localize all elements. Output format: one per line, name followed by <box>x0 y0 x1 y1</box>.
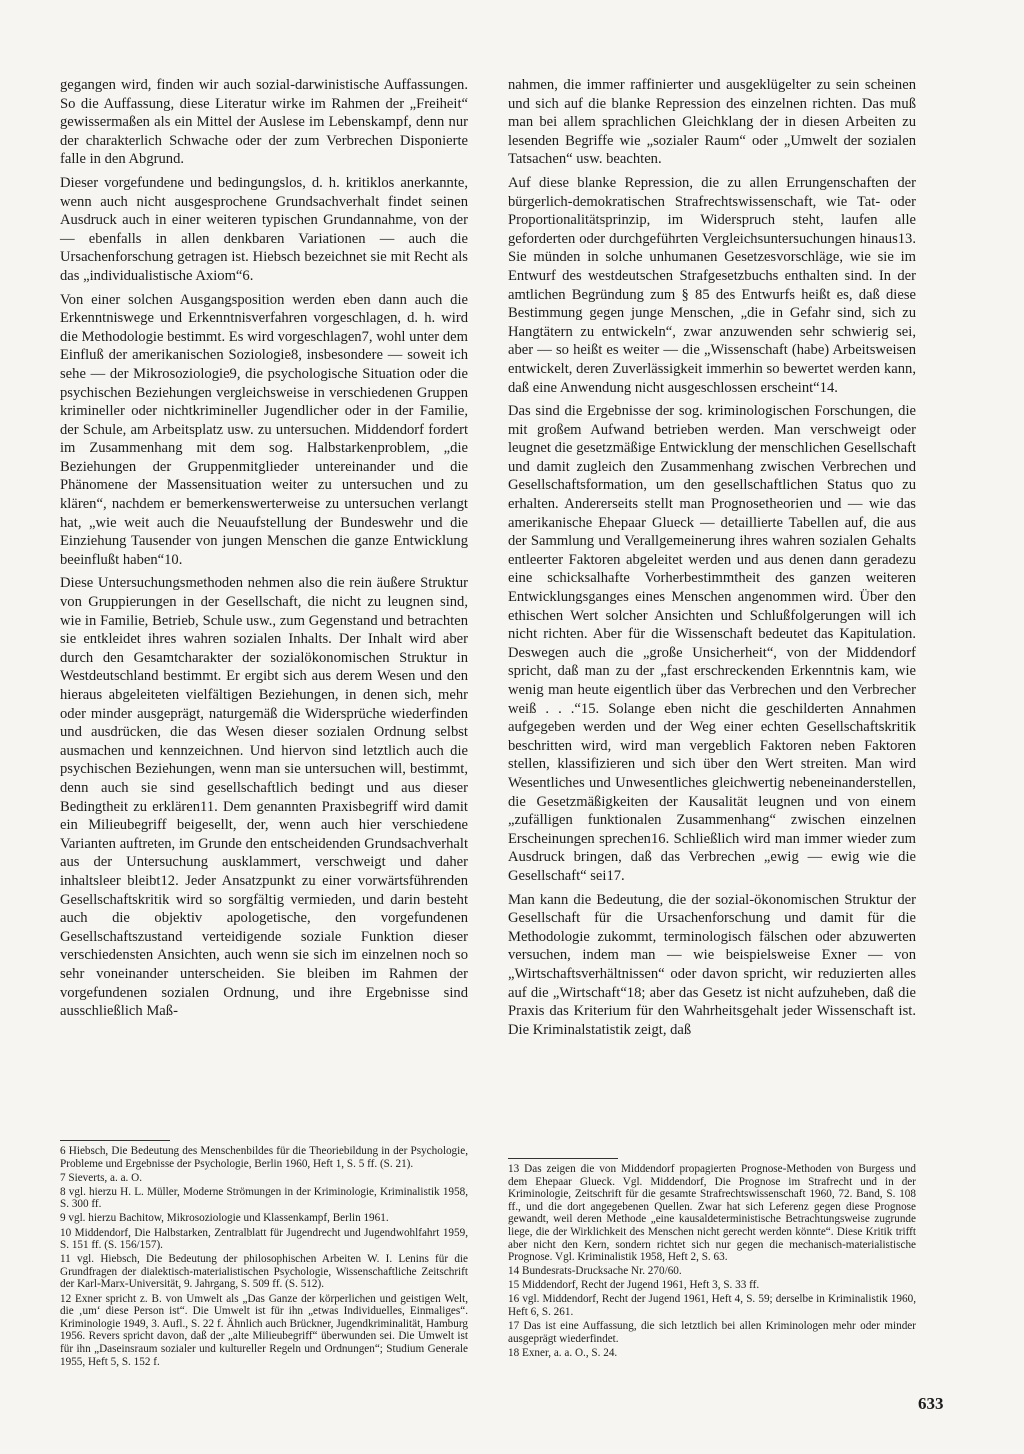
footnote: 17 Das ist eine Auffassung, die sich letztlich bei allen Kriminologen mehr oder minder ausgeprägt wiederfindet. <box>508 1320 916 1345</box>
footnotes-left <box>60 1136 468 1370</box>
paragraph: Dieser vorgefundene und bedingungslos, d. h. kritiklos anerkannte, wenn auch nicht ausgesprochene Grundsachverhalt findet seinen Ausdruck auch in einer weiteren typischen Grundannahme, von der — ebenfalls in allen denkbaren Variationen — auch die Ursachenforschung getragen ist. Hiebsch bezeichnet sie mit Recht als das „individualistische Axiom“6. <box>60 174 468 284</box>
footnote: 8 vgl. hierzu H. L. Müller, Moderne Strömungen in der Kriminologie, Kriminalistik 1958, S. 300 ff. <box>60 1185 468 1211</box>
paragraph: Man kann die Bedeutung, die der sozial-ökonomischen Struktur der Gesellschaft für die Ursachenforschung und damit für die Methodologie zukommt, terminologisch fälschen oder abzuwerten versuchen, indem man — wie beispielsweise Exner — von „Wirtschaftsverhältnissen“ oder davon spricht, wir reduzierten alles auf die „Wirtschaft“18; aber das Gesetz ist nicht aufzuheben, daß die Praxis das Kriterium für den Wahrheitsgehalt jeder Wissenschaft ist. Die Kriminalstatistik zeigt, daß <box>508 891 916 1038</box>
footnote-divider <box>508 1158 618 1159</box>
paragraph: gegangen wird, finden wir auch sozial-darwinistische Auffassungen. So die Auffassung, diese Literatur wirke im Rahmen der „Freiheit“ gewissermaßen als ein Mittel der Auslese im Lebenskampf, denn nur der charakterlich Schwache oder der zum Verbrechen Disponierte falle in den Abgrund. <box>60 77 468 168</box>
footnote: 16 vgl. Middendorf, Recht der Jugend 1961, Heft 4, S. 59; derselbe in Kriminalistik 1960, Heft 6, S. 261. <box>508 1293 916 1319</box>
right-column <box>508 76 916 1044</box>
footnote: 14 Bundesrats-Drucksache Nr. 270/60. <box>508 1265 682 1278</box>
footnote: 7 Sieverts, a. a. O. <box>60 1171 143 1184</box>
footnote: 13 Das zeigen die von Middendorf propagierten Prognose-Methoden von Burgess und dem Ehepaar Glueck. Vgl. Middendorf, Die Prognose im Strafrecht und in der Kriminologie, Zeitschrift für die gesamte Strafrechtswissenschaft 1960, 72. Band, S. 108 ff., und die dort angegebenen Quellen. Zwar hat sich Leferenz gegen diese Prognose gewandt, weil deren Methode „eine kausaldeterministische Betrachtungsweise zugrunde liege, die der Wirklichkeit des Menschen nicht gerecht werden könnte“. Diese Kritik trifft aber nicht den Kern, sondern richtet sich nur gegen die mechanisch-materialistische Prognose. Vgl. Kriminalistik 1958, Heft 2, S. 63. <box>508 1163 916 1264</box>
paragraph: Das sind die Ergebnisse der sog. kriminologischen Forschungen, die mit großem Aufwand betrieben werden. Man verschweigt oder leugnet die gesetzmäßige Entwicklung der menschlichen Gesellschaft und damit zugleich den Zusammenhang zwischen Verbrechen und Gesellschaftsformation, um den gesellschaftlichen Status quo zu erhalten. Andererseits stellt man Prognosetheorien und — wie das amerikanische Ehepaar Glueck — detaillierte Tabellen auf, die aus der Sammlung und Verallgemeinerung ihres wahren sozialen Gehalts entleerter Faktoren abgeleitet werden und aus denen dann geradezu eine schicksalhafte Vorherbestimmtheit des ganzen weiteren Entwicklungsganges eines Menschen angenommen wird. Über den ethischen Wert solcher Ansichten und Schlußfolgerungen will ich nicht richten. Aber für die Wissenschaft bedeutet das Kapitulation. Deswegen auch die „große Unsicherheit“, von der Middendorf spricht, daß man zu der „fast erschreckenden Erkenntnis kam, wie wenig man heute eigentlich über das Verbrechen und den Verbrecher weiß . . .“15. Solange eben nicht die geschilderten Annahmen aufgegeben werden und der Weg einer echten Gesellschaftskritik beschritten wird, wird man vergeblich Faktoren neben Faktoren stellen, klassifizieren und sich über den Wert streiten. Man wird Wesentliches und Unwesentliches gleichwertig nebeneinanderstellen, die Gesetzmäßigkeiten der Kausalität leugnen und von einem „zufälligen funktionalen Zusammenhang“ zwischen einzelnen Erscheinungen sprechen16. Schließlich wird man immer wieder zum Ausdruck bringen, daß das Verbrechen „ewig — ewig wie die Gesellschaft“ sei17. <box>508 403 916 884</box>
footnote: 11 vgl. Hiebsch, Die Bedeutung der philosophischen Arbeiten W. I. Lenins für die Grundfragen der dialektisch-materialistischen Psychologie, Wissenschaftliche Zeitschrift der Karl-Marx-Universität, 9. Jahrgang, S. 509 ff. (S. 512). <box>60 1253 468 1291</box>
footnote: 10 Middendorf, Die Halbstarken, Zentralblatt für Jugendrecht und Jugendwohlfahrt 1959, S. 151 ff. (S. 156/157). <box>60 1226 468 1252</box>
footnote: 9 vgl. hierzu Bachitow, Mikrosoziologie und Klassenkampf, Berlin 1961. <box>60 1212 389 1225</box>
footnote: 6 Hiebsch, Die Bedeutung des Menschenbildes für die Theoriebildung in der Psychologie, Probleme und Ergebnisse der Psychologie, Berlin 1960, Heft 1, S. 5 ff. (S. 21). <box>60 1145 468 1170</box>
footnote: 12 Exner spricht z. B. von Umwelt als „Das Ganze der körperlichen und geistigen Welt, die ‚um‘ diese Person ist“. Die Umwelt ist für ihn „etwas Individuelles, Einmaliges“. Kriminologie 1949, 3. Aufl., S. 22 f. Ähnlich auch Brückner, Jugendkriminalität, Hamburg 1956. Revers spricht davon, daß der „alte Milieubegriff“ überwunden sei. Die Umwelt ist für ihn „Daseinsraum sozialer und kultureller Regeln und Ordnungen“; Studium Generale 1955, Heft 5, S. 152 f. <box>60 1292 468 1368</box>
left-column <box>60 76 468 1026</box>
paragraph: Diese Untersuchungsmethoden nehmen also die rein äußere Struktur von Gruppierungen in der Gesellschaft, die nicht zu leugnen sind, wie in Familie, Betrieb, Schule usw., zum Gegenstand und betrachten sie entkleidet ihres wahren sozialen Inhalts. Der Inhalt wird aber durch den Gesamtcharakter der sozialökonomischen Struktur in Westdeutschland bestimmt. Er ergibt sich aus derem Wesen und den hieraus abgeleiteten vielfältigen Beziehungen, in denen sich, mehr oder minder ausgeprägt, naturgemäß die Widersprüche wiederfinden und ausdrücken, die das Wesen dieser sozialen Ordnung selbst ausmachen und kennzeichnen. Und hiervon sind letztlich auch die psychischen Beziehungen, wenn man sie untersuchen will, bestimmt, denn auch sie sind gesellschaftlich bedingt und aus dieser Bedingtheit zu erklären11. Dem genannten Praxisbegriff wird damit ein Milieubegriff beigesellt, der, wenn auch hier verschiedene Varianten auftreten, im Grunde den entscheidenden Grundsachverhalt aus der Untersuchung ausklammert, verschweigt und daher inhaltsleer bleibt12. Jeder Ansatzpunkt zu einer vorwärtsführenden Gesellschaftskritik wird so sorgfältig vermieden, und darin besteht auch die objektiv apologetische, den vorgefundenen Gesellschaftszustand verteidigende soziale Funktion dieser verschiedensten Ansichten, auch wenn sie sich im einzelnen noch so sehr voneinander unterscheiden. Sie bleiben im Rahmen der vorgefundenen sozialen Ordnung, und ihre Ergebnisse sind ausschließlich Maß- <box>60 575 468 1020</box>
footnote-divider <box>60 1140 170 1141</box>
footnotes-right <box>508 1154 916 1361</box>
paragraph: nahmen, die immer raffinierter und ausgeklügelter zu sein scheinen und sich auf die blanke Repression des einzelnen richten. Das muß man bei allem sprachlichen Gleichklang der in diesen Arbeiten zu lesenden Begriffe wie „sozialer Raum“ oder „Umwelt der sozialen Tatsachen“ usw. beachten. <box>508 77 916 168</box>
paragraph: Von einer solchen Ausgangsposition werden eben dann auch die Erkenntniswege und Erkenntnisverfahren vorgeschlagen, d. h. wird die Methodologie bestimmt. Es wird vorgeschlagen7, wohl unter dem Einfluß der amerikanischen Soziologie8, insbesondere — soweit ich sehe — der Mikrosoziologie9, die psychologische Situation oder die psychischen Beziehungen vergleichsweise in verschiedenen Gruppen krimineller oder nichtkrimineller Jugendlicher oder in der Familie, der Schule, am Arbeitsplatz usw. zu untersuchen. Middendorf fordert im Zusammenhang mit dem sog. Halbstarkenproblem, „die Beziehungen der Gruppenmitglieder untereinander und die Phänomene der Massensituation weiter zu untersuchen und zu klären“, nachdem er bemerkenswerterweise zu untersuchen verlangt hat, „wie weit auch die Neuaufstellung der Bundeswehr und die Einziehung Tausender von jungen Menschen die ganze Entwicklung beeinflußt haben“10. <box>60 291 468 568</box>
footnote: 15 Middendorf, Recht der Jugend 1961, Heft 3, S. 33 ff. <box>508 1279 760 1292</box>
page-number: 633 <box>918 1394 944 1413</box>
paragraph: Auf diese blanke Repression, die zu allen Errungenschaften der bürgerlich-demokratischen Strafrechtswissenschaft, wie Tat- oder Proportionalitätsprinzip, im Widerspruch steht, laufen alle geforderten oder durchgeführten Vergleichsuntersuchungen hinaus13. Sie münden in solche unhumanen Gesetzesvorschläge, wie sie im Entwurf des westdeutschen Strafgesetzbuchs enthalten sind. In der amtlichen Begründung zum § 85 des Entwurfs heißt es, daß diese Bestimmung gegen junge Menschen, „die in Gefahr sind, sich zu Hangtätern zu entwickeln“, zwar anzuwenden sehr schwierig sei, aber — so heißt es weiter — die „Wissenschaft (habe) Arbeitsweisen entwickelt, deren Zuverlässigkeit immerhin so bewertet werden kann, daß eine Anwendung nicht ausgeschlossen erscheint“14. <box>508 174 916 396</box>
footnote: 18 Exner, a. a. O., S. 24. <box>508 1346 618 1359</box>
